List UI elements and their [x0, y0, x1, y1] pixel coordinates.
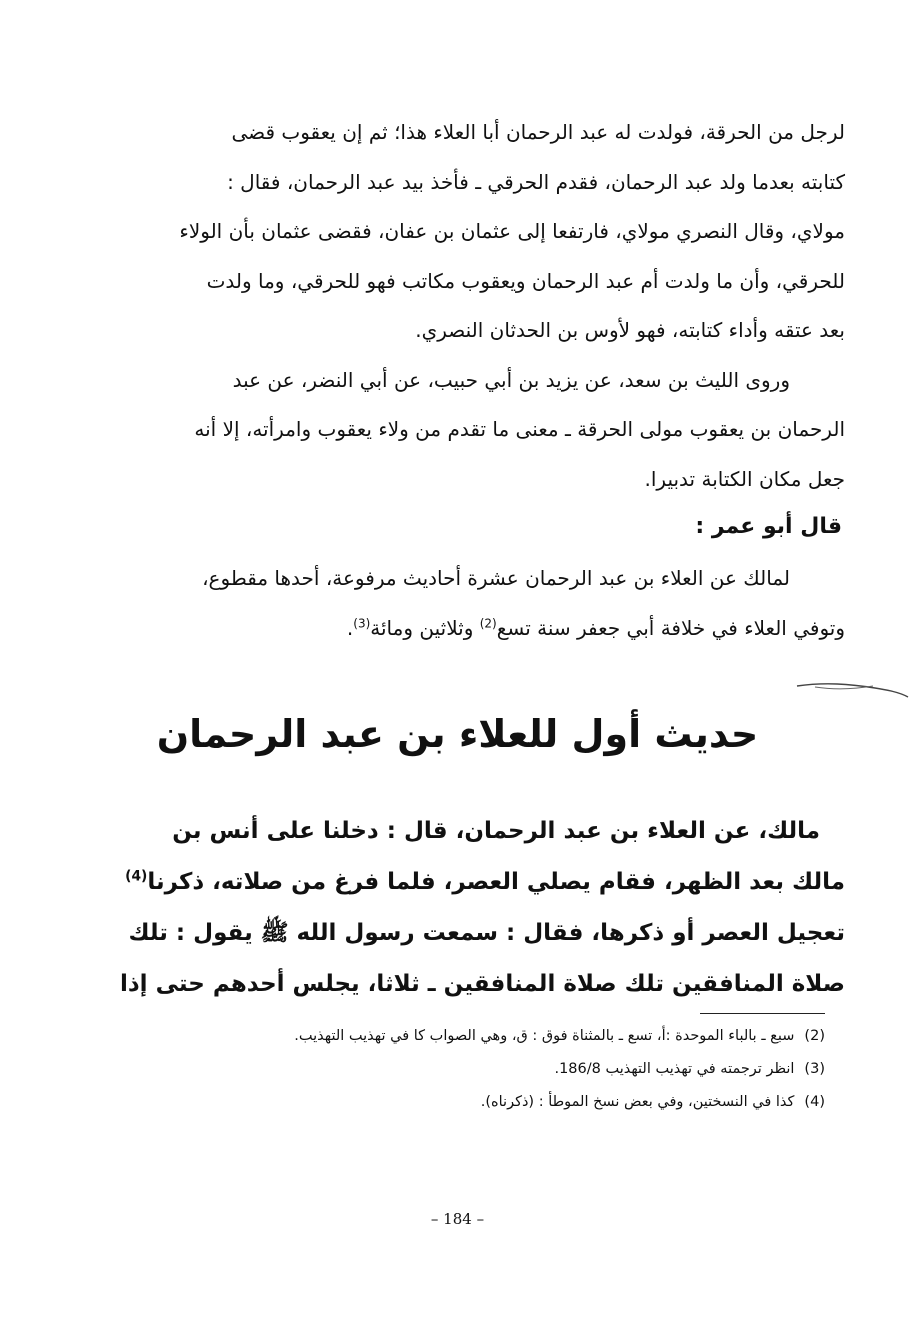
footnote-ref[interactable]: (3) — [353, 616, 371, 631]
chapter-title: حديث أول للعلاء بن عبد الرحمان — [156, 712, 759, 756]
text-line: بعد عتقه وأداء كتابته، فهو لأوس بن الحدثان النصري. — [415, 318, 845, 342]
footnote-item — [180, 1020, 825, 1053]
ornament-flourish — [795, 678, 910, 698]
page-number: – 184 – — [430, 1210, 485, 1228]
text-line — [120, 857, 845, 908]
text-line: لرجل من الحرقة، فولدت له عبد الرحمان أبا العلاء هذا؛ ثم إن يعقوب قضى — [231, 120, 845, 144]
text-segment: مالك بعد الظهر، فقام يصلي العصر، فلما فرغ من صلاته، ذكرنا — [147, 869, 845, 895]
text-line: تعجيل العصر أو ذكرها، فقال : سمعت رسول الله ﷺ يقول : تلك — [128, 920, 845, 946]
text-segment: وثلاثين ومائة — [370, 616, 480, 640]
footnote-divider — [700, 1013, 825, 1014]
footnote-text: كذا في النسختين، وفي بعض نسخ الموطأ : (ذكرناه). — [480, 1094, 795, 1110]
summary-paragraph — [120, 553, 845, 653]
text-segment: . — [346, 616, 354, 640]
footnote-ref[interactable]: (2) — [479, 616, 497, 631]
footnote-ref[interactable]: (4) — [125, 868, 148, 885]
footnote-number: (4) — [804, 1094, 825, 1110]
opening-paragraph — [120, 108, 845, 504]
text-line: جعل مكان الكتابة تدبيرا. — [644, 466, 845, 491]
text-line: صلاة المنافقين تلك صلاة المنافقين ـ ثلاثا، يجلس أحدهم حتى إذا — [120, 971, 845, 997]
text-line: مالك، عن العلاء بن عبد الرحمان، قال : دخلنا على أنس بن — [172, 818, 820, 844]
text-line: مولاي، وقال النصري مولاي، فارتفعا إلى عثمان بن عفان، فقضى عثمان بأن الولاء — [179, 219, 845, 243]
footnote-text: سبع ـ بالباء الموحدة :أ، تسع ـ بالمثناة فوق : ق، وهي الصواب كا في تهذيب التهذيب. — [294, 1028, 795, 1044]
text-segment: وتوفي العلاء في خلافة أبي جعفر سنة تسع — [496, 616, 845, 640]
footnote-text: انظر ترجمته في تهذيب التهذيب 186/8. — [554, 1061, 795, 1077]
footnotes — [180, 1020, 825, 1119]
footnote-number: (2) — [804, 1028, 825, 1044]
text-line: الرحمان بن يعقوب مولى الحرقة ـ معنى ما تقدم من ولاء يعقوب وامرأته، إلا أنه — [194, 417, 845, 441]
footnote-item — [180, 1053, 825, 1086]
section-heading: قال أبو عمر : — [695, 514, 842, 539]
hadith-paragraph — [120, 806, 845, 1010]
text-line: وروى الليث بن سعد، عن يزيد بن أبي حبيب، عن أبي النضر، عن عبد — [232, 367, 790, 392]
text-line: كتابته بعدما ولد عبد الرحمان، فقدم الحرقي ـ فأخذ بيد عبد الرحمان، فقال : — [227, 169, 845, 194]
text-line: للحرقي، وأن ما ولدت أم عبد الرحمان ويعقوب مكاتب فهو للحرقي، وما ولدت — [206, 268, 845, 293]
footnote-number: (3) — [804, 1061, 825, 1077]
text-line — [120, 603, 845, 653]
text-line: لمالك عن العلاء بن عبد الرحمان عشرة أحاديث مرفوعة، أحدها مقطوع، — [202, 566, 790, 590]
footnote-item — [180, 1086, 825, 1119]
